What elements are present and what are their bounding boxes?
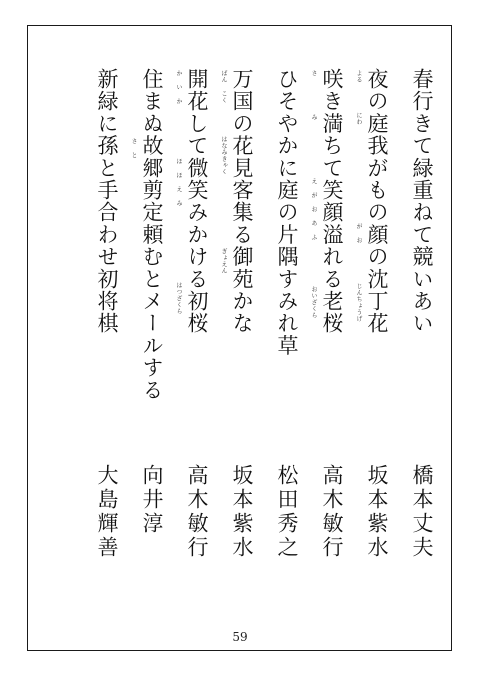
page-number: 59 — [232, 630, 248, 644]
poem-verse: 夜の庭我がもの顔の沈丁花 — [365, 68, 389, 335]
poem-column — [174, 68, 219, 560]
poem-author: 坂本紫水 — [365, 464, 389, 560]
poem-author: 向井淳 — [140, 464, 164, 536]
furigana: が お — [355, 223, 362, 244]
poem-verse: 住まぬ故郷剪定頼むとメールする — [140, 68, 164, 401]
poem-column — [399, 68, 444, 560]
furigana: じんちょうげ — [355, 283, 362, 322]
poem-author: 高木敏行 — [185, 464, 209, 560]
poem-column — [84, 68, 129, 560]
poem-author: 松田秀之 — [275, 464, 299, 560]
furigana: み — [310, 114, 317, 121]
furigana: さ と — [130, 138, 137, 159]
furigana: はなみきゃく — [220, 136, 227, 175]
poem-verse: 万国の花見客集る御苑かな — [230, 68, 254, 335]
poem-verse: 春行きて緑重ねて競いあい — [410, 68, 434, 335]
furigana: え が お あ ふ — [310, 178, 317, 241]
furigana: ほ ほ え み — [175, 158, 182, 207]
furigana: か い か — [175, 70, 182, 105]
poem-column — [219, 68, 264, 560]
poem-verse: 咲き満ちて笑顔溢れる老桜 — [320, 68, 344, 335]
poem-author: 橋本丈夫 — [410, 464, 434, 560]
furigana: よる — [355, 70, 362, 83]
poem-author: 高木敏行 — [320, 464, 344, 560]
poem-author: 坂本紫水 — [230, 464, 254, 560]
poem-verse: 開花して微笑みかける初桜 — [185, 68, 209, 335]
poem-list — [84, 68, 444, 560]
poem-verse: 新緑に孫と手合わせ初将棋 — [95, 68, 119, 335]
furigana: にわ — [355, 112, 362, 125]
furigana: ばん こく — [220, 70, 227, 104]
poem-column — [264, 68, 309, 560]
poem-verse: ひそやかに庭の片隅すみれ草 — [275, 68, 299, 357]
poem-column — [354, 68, 399, 560]
poem-author: 大島輝善 — [95, 464, 119, 560]
furigana: おいざくら — [310, 286, 317, 319]
poem-column — [129, 68, 174, 560]
furigana: はつざくら — [175, 282, 182, 315]
furigana: ぎょえん — [220, 248, 227, 274]
poem-column — [309, 68, 354, 560]
furigana: さ — [310, 70, 317, 77]
